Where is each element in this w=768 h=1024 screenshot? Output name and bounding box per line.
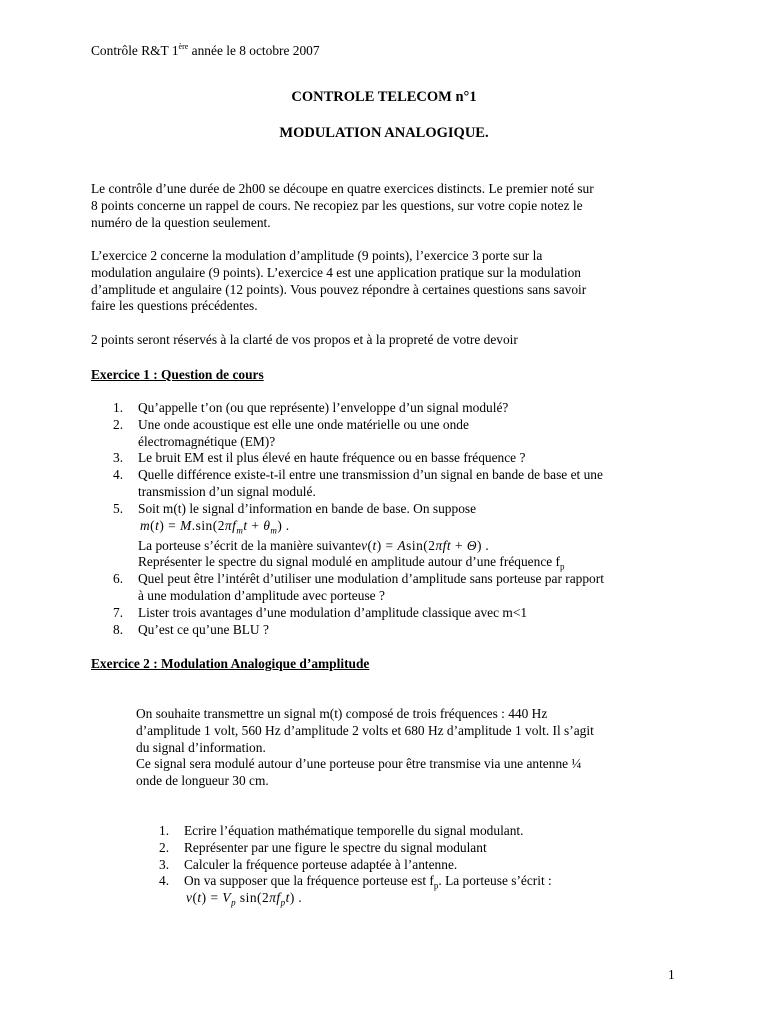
text-line: à une modulation d’amplitude avec porteuse ? bbox=[138, 587, 385, 603]
text-line: L’exercice 2 concerne la modulation d’amplitude (9 points), l’exercice 3 porte sur la bbox=[91, 248, 543, 263]
text-line: d’amplitude 1 volt, 560 Hz d’amplitude 2 volts et 680 Hz d’amplitude 1 volt. Il s’agit bbox=[136, 722, 594, 738]
intro-paragraph-1 bbox=[91, 181, 691, 231]
text-line bbox=[184, 873, 684, 890]
doc-title: CONTROLE TELECOM n°1 bbox=[291, 89, 477, 105]
header-prefix: Contrôle R&T 1 bbox=[91, 43, 179, 58]
header-sup: ère bbox=[178, 41, 189, 51]
text-line: Ecrire l’équation mathématique temporelle du signal modulant. bbox=[184, 823, 524, 838]
list-item bbox=[159, 856, 684, 874]
text-line bbox=[138, 554, 698, 571]
equation-message: $m(t) = M.\sin(2\pi f_mt + \theta_m)$ . bbox=[140, 517, 290, 536]
item-number: 6. bbox=[113, 571, 124, 587]
item-number: 5. bbox=[113, 500, 124, 516]
list-item bbox=[113, 604, 698, 622]
text-line: électromagnétique (EM)? bbox=[138, 433, 276, 449]
item-number: 3. bbox=[113, 450, 124, 466]
list-item bbox=[159, 839, 684, 857]
text-line: Le bruit EM est il plus élevé en haute fréquence ou en basse fréquence ? bbox=[138, 450, 526, 466]
item-number: 2. bbox=[159, 839, 170, 855]
page-number: 1 bbox=[668, 967, 675, 982]
math-formula: $v(t) = V_p$ $\sin(2\pi f_pt)$ bbox=[186, 890, 295, 908]
text-line: Le contrôle d’une durée de 2h00 se découpe en quatre exercices distincts. Le premier noté sur bbox=[91, 181, 594, 196]
text-line: numéro de la question seulement. bbox=[91, 214, 271, 230]
item-number: 4. bbox=[113, 467, 124, 483]
list-item bbox=[113, 621, 698, 639]
list-item bbox=[113, 450, 698, 467]
math-formula: $m(t) = M.\sin(2\pi f_mt + \theta_m)$ bbox=[140, 517, 283, 536]
page-header bbox=[91, 43, 320, 60]
item-number: 8. bbox=[113, 621, 124, 637]
list-item bbox=[159, 823, 684, 840]
text-line: du signal d’information. bbox=[136, 739, 266, 755]
list-item bbox=[113, 416, 698, 451]
item-number: 4. bbox=[159, 873, 170, 889]
text-line: Quelle différence existe-t-il entre une transmission d’un signal en bande de base et une bbox=[138, 467, 603, 483]
intro-paragraph-3: 2 points seront réservés à la clarté de vos propos et à la propreté de votre devoir bbox=[91, 332, 518, 347]
item-number: 2. bbox=[113, 416, 124, 432]
exercise-2-statement bbox=[136, 706, 696, 790]
text-line: Lister trois avantages d’une modulation d’amplitude classique avec m<1 bbox=[138, 604, 528, 620]
text-line: Qu’appelle t’on (ou que représente) l’enveloppe d’un signal modulé? bbox=[138, 400, 509, 415]
text-line: Ce signal sera modulé autour d’une porteuse pour être transmise via une antenne ¼ bbox=[136, 756, 582, 772]
text-line: Une onde acoustique est elle une onde matérielle ou une onde bbox=[138, 416, 469, 432]
list-item bbox=[113, 571, 698, 605]
exercise-1-questions bbox=[113, 400, 698, 638]
list-item bbox=[113, 500, 698, 573]
header-suffix: année le 8 octobre 2007 bbox=[188, 43, 320, 58]
text-line: faire les questions précédentes. bbox=[91, 298, 258, 314]
text-line: Calculer la fréquence porteuse adaptée à l’antenne. bbox=[184, 856, 458, 872]
text-line: modulation angulaire (9 points). L’exercice 4 est une application pratique sur la modulation bbox=[91, 264, 581, 280]
math-formula: v(t) = Asin(2πft + Θ) bbox=[361, 537, 482, 553]
text-line: Quel peut être l’intérêt d’utiliser une modulation d’amplitude sans porteuse par rapport bbox=[138, 571, 604, 587]
text-line: Représenter par une figure le spectre du signal modulant bbox=[184, 839, 487, 855]
list-item bbox=[113, 400, 698, 417]
exercise-1-title: Exercice 1 : Question de cours bbox=[91, 367, 264, 382]
exercise-2-title: Exercice 2 : Modulation Analogique d’amplitude bbox=[91, 656, 370, 671]
item-number: 7. bbox=[113, 604, 124, 620]
subscript: p bbox=[433, 881, 439, 892]
text-line: 8 points concerne un rappel de cours. Ne recopiez par les questions, sur votre copie notez le bbox=[91, 197, 583, 213]
text-line: La porteuse s’écrit de la manière suivante bbox=[138, 537, 362, 553]
subscript: p bbox=[560, 562, 565, 573]
item-number: 1. bbox=[159, 823, 170, 838]
text-fragment: On va supposer que la fréquence porteuse est f bbox=[184, 873, 434, 889]
text-line: onde de longueur 30 cm. bbox=[136, 773, 269, 789]
text-line: On souhaite transmettre un signal m(t) composé de trois fréquences : 440 Hz bbox=[136, 706, 548, 721]
item-number: 3. bbox=[159, 856, 170, 872]
text-fragment: Représenter le spectre du signal modulé en amplitude autour d’une fréquence f bbox=[138, 554, 561, 570]
doc-subtitle: MODULATION ANALOGIQUE. bbox=[279, 125, 489, 141]
text-line: Qu’est ce qu’une BLU ? bbox=[138, 621, 269, 637]
porteuse-line: La porteuse s’écrit de la manière suivantev(t) = Asin(2πft + Θ) . bbox=[138, 537, 489, 553]
text-line: Soit m(t) le signal d’information en bande de base. On suppose bbox=[138, 500, 477, 516]
equation-carrier: $v(t) = V_p$ $\sin(2\pi f_pt)$ . bbox=[186, 890, 302, 908]
text-line: d’amplitude et angulaire (12 points). Vous pouvez répondre à certaines questions sans savoir bbox=[91, 281, 587, 297]
list-item bbox=[159, 873, 684, 908]
text-fragment: . La porteuse s’écrit : bbox=[438, 873, 552, 889]
exercise-2-questions bbox=[159, 823, 684, 908]
item-number: 1. bbox=[113, 400, 124, 415]
intro-paragraph-2 bbox=[91, 248, 691, 315]
text-line: transmission d’un signal modulé. bbox=[138, 483, 316, 499]
list-item bbox=[113, 467, 698, 501]
